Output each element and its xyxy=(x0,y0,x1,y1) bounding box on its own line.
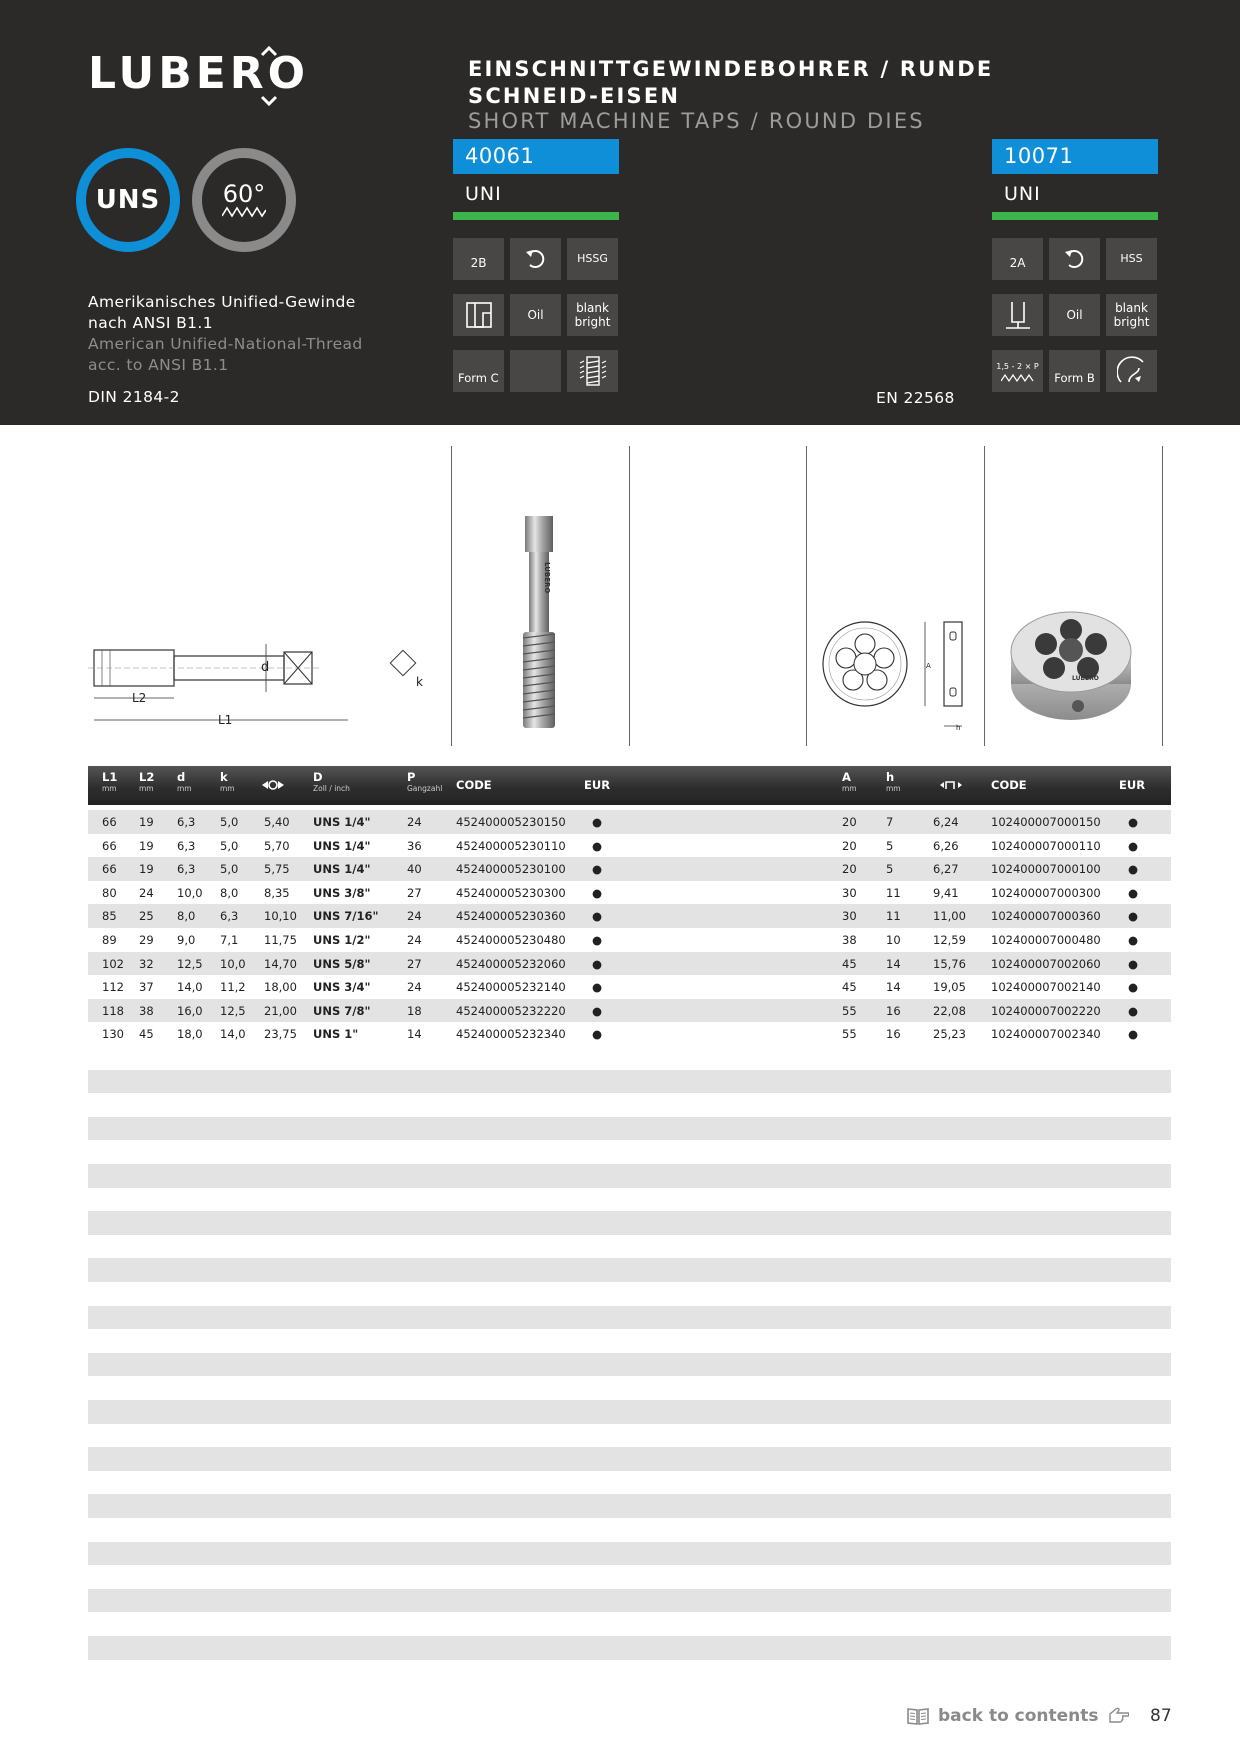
dim-l1-label: L1 xyxy=(218,713,233,727)
chamfer-form-label: Form C xyxy=(453,350,504,392)
cell-code-die: 102400007002140 xyxy=(991,980,1101,995)
material-label: HSS xyxy=(1106,238,1157,280)
cell-d: 10,0 xyxy=(177,885,203,900)
rotation-right-icon xyxy=(510,238,561,280)
page-number: 87 xyxy=(1150,1706,1172,1726)
cell-a: 30 xyxy=(842,885,857,900)
cell-tpi: 6,26 xyxy=(933,838,959,853)
cell-thread: UNS 1/4" xyxy=(313,815,371,829)
cell-k: 5,0 xyxy=(220,815,239,829)
cell-d: 16,0 xyxy=(177,1003,203,1018)
cell-l1: 85 xyxy=(102,909,117,924)
cell-l1: 89 xyxy=(102,932,117,947)
surface-label: blank bright xyxy=(1106,294,1157,336)
cell-h: 10 xyxy=(886,932,901,947)
cell-thread: UNS 1/4" xyxy=(313,838,371,853)
material-label: HSSG xyxy=(567,238,618,280)
divider xyxy=(629,446,630,746)
cell-h: 16 xyxy=(886,1027,901,1042)
cell-tpi: 15,76 xyxy=(933,956,966,971)
cell-a: 20 xyxy=(842,838,857,853)
cell-k: 10,0 xyxy=(220,956,246,971)
cell-tpi: 6,24 xyxy=(933,815,959,829)
cell-k: 7,1 xyxy=(220,932,239,947)
table-row xyxy=(88,857,1171,881)
dim-k-label: k xyxy=(416,675,423,689)
cell-d: 6,3 xyxy=(177,838,196,853)
cell-thread: UNS 7/16" xyxy=(313,909,379,924)
cell-tpi: 11,00 xyxy=(933,909,966,924)
cell-core-hole: 18,00 xyxy=(264,980,297,995)
cell-code-tap: 452400005230150 xyxy=(456,815,566,829)
page-header xyxy=(0,0,1240,425)
cell-l2: 25 xyxy=(139,909,154,924)
cell-l2: 19 xyxy=(139,862,154,877)
cell-code-tap: 452400005232140 xyxy=(456,980,566,995)
cell-l2: 19 xyxy=(139,815,154,829)
cell-k: 6,3 xyxy=(220,909,239,924)
table-row xyxy=(88,1022,1171,1046)
die-brand-mark: LUBERO xyxy=(1072,675,1099,682)
cell-eur-tap: ● xyxy=(592,815,603,829)
cell-pitch: 24 xyxy=(407,932,422,947)
cell-thread: UNS 3/4" xyxy=(313,980,371,995)
cell-eur-die: ● xyxy=(1128,932,1139,947)
cell-code-tap: 452400005230360 xyxy=(456,909,566,924)
cell-l2: 45 xyxy=(139,1027,154,1042)
cell-l1: 130 xyxy=(102,1027,124,1042)
cell-code-tap: 452400005230100 xyxy=(456,862,566,877)
table-row xyxy=(88,975,1171,999)
cell-tpi: 9,41 xyxy=(933,885,959,900)
cell-eur-tap: ● xyxy=(592,1027,603,1042)
tap-product-image xyxy=(515,514,563,732)
thread-badge: UNS xyxy=(76,148,180,252)
cell-eur-tap: ● xyxy=(592,862,603,877)
cell-eur-die: ● xyxy=(1128,862,1139,877)
empty-row xyxy=(88,1164,1171,1188)
cell-d: 9,0 xyxy=(177,932,196,947)
dim-a-label: A xyxy=(926,662,931,670)
product-code: 10071 xyxy=(992,139,1158,174)
cell-thread: UNS 7/8" xyxy=(313,1003,371,1018)
cell-l1: 112 xyxy=(102,980,124,995)
col-eur-tap: EUR xyxy=(584,778,611,792)
cell-code-tap: 452400005230110 xyxy=(456,838,566,853)
back-to-contents-label: back to contents xyxy=(938,1706,1099,1726)
back-to-contents-link[interactable] xyxy=(906,1706,1129,1726)
product-die xyxy=(992,139,1158,385)
chamfer-icon: 1,5 - 2 × P xyxy=(992,350,1043,392)
cell-code-die: 102400007002340 xyxy=(991,1027,1101,1042)
divider xyxy=(984,446,985,746)
cell-d: 6,3 xyxy=(177,862,196,877)
empty-row xyxy=(88,1353,1171,1377)
cell-pitch: 27 xyxy=(407,956,422,971)
standard-tap: DIN 2184-2 xyxy=(88,388,180,406)
cell-l1: 118 xyxy=(102,1003,124,1018)
tap-dimension-drawing xyxy=(88,640,448,740)
tap-brand-mark: LUBERO xyxy=(543,562,551,594)
divider xyxy=(806,446,807,746)
cell-a: 55 xyxy=(842,1003,857,1018)
book-icon xyxy=(906,1706,930,1726)
cell-h: 11 xyxy=(886,909,901,924)
angle-badge: 60° xyxy=(192,148,296,252)
cell-core-hole: 23,75 xyxy=(264,1027,297,1042)
table-row xyxy=(88,810,1171,834)
cell-a: 20 xyxy=(842,815,857,829)
dim-d-label: d xyxy=(261,660,270,675)
cell-eur-die: ● xyxy=(1128,909,1139,924)
cell-a: 30 xyxy=(842,909,857,924)
cell-h: 5 xyxy=(886,862,894,877)
cell-pitch: 24 xyxy=(407,815,422,829)
description-english: American Unified-National-Thread acc. to ANSI B1.1 xyxy=(88,335,363,374)
cell-code-die: 102400007000110 xyxy=(991,838,1101,853)
cell-code-die: 102400007000150 xyxy=(991,815,1101,829)
cell-h: 11 xyxy=(886,885,901,900)
cell-pitch: 24 xyxy=(407,980,422,995)
cell-code-die: 102400007002060 xyxy=(991,956,1101,971)
cell-l1: 66 xyxy=(102,862,117,877)
cell-eur-die: ● xyxy=(1128,1003,1139,1018)
empty-row xyxy=(88,1400,1171,1424)
cell-thread: UNS 1/4" xyxy=(313,862,371,877)
die-dimension-drawing xyxy=(820,614,980,734)
cell-eur-tap: ● xyxy=(592,932,603,947)
col-d: d mm xyxy=(177,770,192,793)
cell-code-die: 102400007000480 xyxy=(991,932,1101,947)
cell-eur-die: ● xyxy=(1128,838,1139,853)
blind-hole-icon xyxy=(992,294,1043,336)
cell-eur-tap: ● xyxy=(592,1003,603,1018)
cell-code-tap: 452400005230480 xyxy=(456,932,566,947)
cell-l1: 102 xyxy=(102,956,124,971)
cell-eur-tap: ● xyxy=(592,956,603,971)
cell-core-hole: 5,75 xyxy=(264,862,290,877)
col-pitch: P Gangzahl xyxy=(407,770,443,793)
cell-tpi: 19,05 xyxy=(933,980,966,995)
cell-pitch: 18 xyxy=(407,1003,422,1018)
cell-k: 12,5 xyxy=(220,1003,246,1018)
cell-l2: 38 xyxy=(139,1003,154,1018)
page-title: EINSCHNITTGEWINDEBOHRER / RUNDE SCHNEID-EISEN xyxy=(468,57,994,108)
through-hole-icon xyxy=(453,294,504,336)
chamfer-form-label: Form B xyxy=(1049,350,1100,392)
divider xyxy=(451,446,452,746)
cell-thread: UNS 5/8" xyxy=(313,956,371,971)
cell-k: 5,0 xyxy=(220,862,239,877)
cell-a: 20 xyxy=(842,862,857,877)
cell-tpi: 12,59 xyxy=(933,932,966,947)
cell-tpi: 25,23 xyxy=(933,1027,966,1042)
cell-a: 45 xyxy=(842,980,857,995)
die-product-image xyxy=(1008,606,1134,724)
col-a: A mm xyxy=(842,770,857,793)
cell-pitch: 36 xyxy=(407,838,422,853)
cell-l2: 24 xyxy=(139,885,154,900)
cell-core-hole: 8,35 xyxy=(264,885,290,900)
cell-code-tap: 452400005232220 xyxy=(456,1003,566,1018)
empty-row xyxy=(88,1636,1171,1660)
cell-eur-tap: ● xyxy=(592,838,603,853)
cell-h: 7 xyxy=(886,815,894,829)
col-thread: D Zoll / inch xyxy=(313,770,350,793)
pointing-hand-icon xyxy=(1107,1707,1129,1725)
product-type: UNI xyxy=(465,183,502,205)
table-row xyxy=(88,952,1171,976)
cell-code-die: 102400007000300 xyxy=(991,885,1101,900)
cell-l2: 37 xyxy=(139,980,154,995)
col-eur-die: EUR xyxy=(1119,778,1146,792)
product-color-bar xyxy=(992,212,1158,220)
cell-eur-die: ● xyxy=(1128,956,1139,971)
tolerance-class: 2B xyxy=(453,238,504,280)
empty-row xyxy=(88,1589,1171,1613)
col-l1: L1 mm xyxy=(102,770,118,793)
cell-a: 38 xyxy=(842,932,857,947)
cell-core-hole: 5,70 xyxy=(264,838,290,853)
table-row xyxy=(88,999,1171,1023)
tolerance-class: 2A xyxy=(992,238,1043,280)
cell-core-hole: 11,75 xyxy=(264,932,297,947)
cell-d: 18,0 xyxy=(177,1027,203,1042)
cell-pitch: 27 xyxy=(407,885,422,900)
col-l2: L2 mm xyxy=(139,770,155,793)
empty-row xyxy=(88,1211,1171,1235)
table-row xyxy=(88,928,1171,952)
cell-l2: 29 xyxy=(139,932,154,947)
cell-code-tap: 452400005232340 xyxy=(456,1027,566,1042)
cell-pitch: 24 xyxy=(407,909,422,924)
cell-d: 8,0 xyxy=(177,909,196,924)
cell-eur-tap: ● xyxy=(592,980,603,995)
lubricant-label: Oil xyxy=(1049,294,1100,336)
empty-row xyxy=(88,1494,1171,1518)
cell-d: 14,0 xyxy=(177,980,203,995)
cell-h: 5 xyxy=(886,838,894,853)
cell-l2: 19 xyxy=(139,838,154,853)
rotation-right-icon xyxy=(1049,238,1100,280)
cell-code-tap: 452400005230300 xyxy=(456,885,566,900)
cell-l1: 66 xyxy=(102,838,117,853)
product-tap xyxy=(453,139,619,385)
cell-pitch: 40 xyxy=(407,862,422,877)
cell-eur-die: ● xyxy=(1128,885,1139,900)
cell-code-die: 102400007000100 xyxy=(991,862,1101,877)
page-subtitle: SHORT MACHINE TAPS / ROUND DIES xyxy=(468,109,925,133)
cell-thread: UNS 1/2" xyxy=(313,932,371,947)
cell-code-tap: 452400005232060 xyxy=(456,956,566,971)
col-k: k mm xyxy=(220,770,235,793)
cell-d: 12,5 xyxy=(177,956,203,971)
cell-a: 55 xyxy=(842,1027,857,1042)
empty-row xyxy=(88,1306,1171,1330)
cell-k: 5,0 xyxy=(220,838,239,853)
surface-label: blank bright xyxy=(567,294,618,336)
product-code: 40061 xyxy=(453,139,619,174)
table-body xyxy=(88,810,1171,1046)
empty-row xyxy=(88,1117,1171,1141)
cell-h: 14 xyxy=(886,980,901,995)
core-hole-icon xyxy=(262,779,284,794)
thread-cutting-icon xyxy=(567,350,618,392)
standard-die: EN 22568 xyxy=(876,389,955,407)
cell-core-hole: 5,40 xyxy=(264,815,290,829)
cell-l1: 66 xyxy=(102,815,117,829)
cell-pitch: 14 xyxy=(407,1027,422,1042)
cell-tpi: 6,27 xyxy=(933,862,959,877)
col-code-die: CODE xyxy=(991,778,1027,792)
table-row xyxy=(88,904,1171,928)
col-code-tap: CODE xyxy=(456,778,492,792)
table-header xyxy=(88,766,1171,805)
cell-k: 8,0 xyxy=(220,885,239,900)
empty-row xyxy=(88,1542,1171,1566)
cell-l2: 32 xyxy=(139,956,154,971)
blank-icon xyxy=(510,350,561,392)
empty-row xyxy=(88,1258,1171,1282)
cell-code-die: 102400007000360 xyxy=(991,909,1101,924)
cell-h: 14 xyxy=(886,956,901,971)
empty-row xyxy=(88,1070,1171,1094)
brand-logo: LUBERO xyxy=(88,48,310,99)
cell-eur-die: ● xyxy=(1128,980,1139,995)
cell-core-hole: 21,00 xyxy=(264,1003,297,1018)
cell-k: 14,0 xyxy=(220,1027,246,1042)
table-row xyxy=(88,881,1171,905)
cell-core-hole: 14,70 xyxy=(264,956,297,971)
divider xyxy=(1162,446,1163,746)
dim-h-label: h xyxy=(956,724,961,732)
cell-eur-tap: ● xyxy=(592,885,603,900)
logo-accent-icon xyxy=(258,46,280,106)
col-h: h mm xyxy=(886,770,901,793)
product-color-bar xyxy=(453,212,619,220)
cell-h: 16 xyxy=(886,1003,901,1018)
cell-core-hole: 10,10 xyxy=(264,909,297,924)
description-german: Amerikanisches Unified-Gewinde nach ANSI B1.1 xyxy=(88,293,356,332)
cell-k: 11,2 xyxy=(220,980,246,995)
lubricant-label: Oil xyxy=(510,294,561,336)
cell-eur-tap: ● xyxy=(592,909,603,924)
dim-l2-label: L2 xyxy=(132,691,147,705)
tpi-icon xyxy=(940,779,962,794)
cell-thread: UNS 3/8" xyxy=(313,885,371,900)
cell-a: 45 xyxy=(842,956,857,971)
cell-l1: 80 xyxy=(102,885,117,900)
table-row xyxy=(88,834,1171,858)
cell-code-die: 102400007002220 xyxy=(991,1003,1101,1018)
cell-d: 6,3 xyxy=(177,815,196,829)
empty-row xyxy=(88,1447,1171,1471)
cell-eur-die: ● xyxy=(1128,815,1139,829)
product-type: UNI xyxy=(1004,183,1041,205)
cell-tpi: 22,08 xyxy=(933,1003,966,1018)
thread-profile-icon xyxy=(222,206,266,218)
cell-eur-die: ● xyxy=(1128,1027,1139,1042)
spiral-flute-icon xyxy=(1106,350,1157,392)
cell-thread: UNS 1" xyxy=(313,1027,359,1042)
